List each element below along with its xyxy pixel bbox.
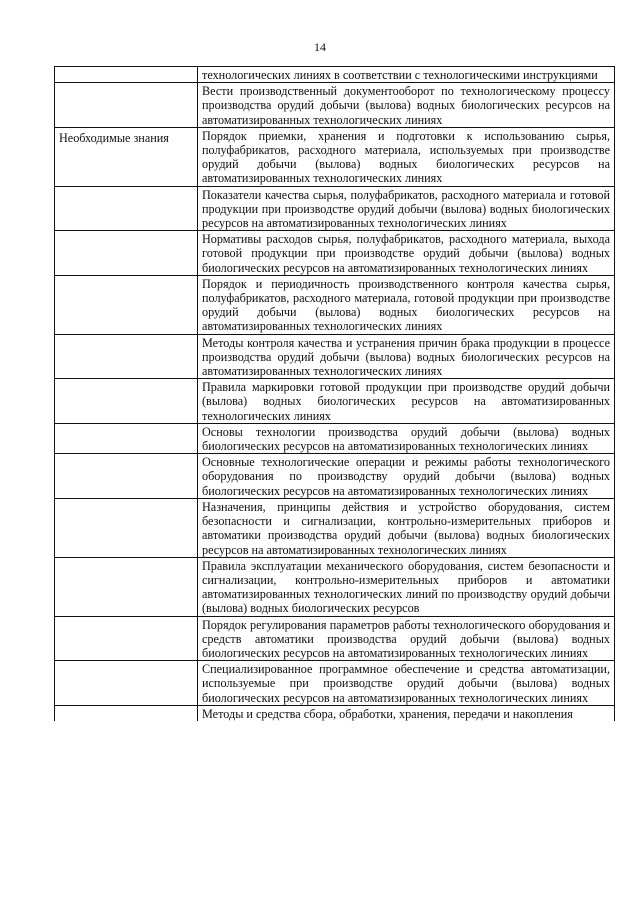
table-row [55, 423, 615, 453]
row-label [55, 186, 198, 231]
row-text: Показатели качества сырья, полуфабрикатов, расходного материала и готовой продукции при производстве орудий добычи (вылова) водных биологических ресурсов на автоматизированных технологических линиях [198, 186, 615, 231]
row-label [55, 379, 198, 424]
row-text: Методы контроля качества и устранения причин брака продукции в процессе производства орудий добычи (вылова) водных биологических ресурсов на автоматизированных технологических линиях [198, 334, 615, 379]
row-label [55, 231, 198, 276]
row-text: Методы и средства сбора, обработки, хранения, передачи и накопления [198, 705, 615, 721]
row-text: технологических линиях в соответствии с технологическими инструкциями [198, 67, 615, 83]
table-row [55, 67, 615, 83]
table-row [55, 498, 615, 557]
row-text: Порядок регулирования параметров работы технологического оборудования и средств автоматики производства орудий добычи (вылова) водных биологических ресурсов на автоматизированных технологических линиях [198, 616, 615, 661]
table-row [55, 127, 615, 186]
row-label [55, 67, 198, 83]
row-label [55, 705, 198, 721]
row-text: Назначения, принципы действия и устройство оборудования, систем безопасности и сигнализации, контрольно-измерительных приборов и автоматики производства орудий добычи (вылова) водных биологических ресурсов на автоматизированных технологических линиях [198, 498, 615, 557]
row-text: Вести производственный документооборот по технологическому процессу производства орудий добычи (вылова) водных биологических ресурсов на автоматизированных технологических линиях [198, 83, 615, 128]
row-label [55, 423, 198, 453]
table-row [55, 616, 615, 661]
table-row [55, 83, 615, 128]
row-label [55, 275, 198, 334]
table-row [55, 379, 615, 424]
table-row [55, 334, 615, 379]
row-label [55, 83, 198, 128]
knowledge-table [54, 66, 615, 721]
row-label [55, 498, 198, 557]
row-label [55, 334, 198, 379]
row-text: Порядок и периодичность производственного контроля качества сырья, полуфабрикатов, расходного материала, готовой продукции при производстве орудий добычи (вылова) водных биологических ресурсов на автоматизированных технологических линиях [198, 275, 615, 334]
row-text: Правила маркировки готовой продукции при производстве орудий добычи (вылова) водных биологических ресурсов на автоматизированных технологических линиях [198, 379, 615, 424]
row-text: Основы технологии производства орудий добычи (вылова) водных биологических ресурсов на автоматизированных технологических линиях [198, 423, 615, 453]
table-row [55, 231, 615, 276]
row-label [55, 557, 198, 616]
table-row [55, 454, 615, 499]
table-row [55, 186, 615, 231]
table-row [55, 661, 615, 706]
row-label [55, 454, 198, 499]
row-label [55, 661, 198, 706]
row-label-required-knowledge: Необходимые знания [55, 127, 198, 186]
table-row [55, 275, 615, 334]
row-text: Порядок приемки, хранения и подготовки к использованию сырья, полуфабрикатов, расходного материала, используемых при производстве орудий добычи (вылова) водных биологических ресурсов на автоматизированных технологических линиях [198, 127, 615, 186]
row-text: Нормативы расходов сырья, полуфабрикатов, расходного материала, выхода готовой продукции при производстве орудий добычи (вылова) водных биологических ресурсов на автоматизированных технологических линиях [198, 231, 615, 276]
row-text: Специализированное программное обеспечение и средства автоматизации, используемые при производстве орудий добычи (вылова) водных биологических ресурсов на автоматизированных технологических линиях [198, 661, 615, 706]
page-number: 14 [314, 40, 326, 54]
row-label [55, 616, 198, 661]
row-text: Правила эксплуатации механического оборудования, систем безопасности и сигнализации, контрольно-измерительных приборов и автоматики автоматизированных технологических линий по производству орудий добычи (вылова) водных биологических ресурсов [198, 557, 615, 616]
table-row [55, 557, 615, 616]
table-row [55, 705, 615, 721]
row-text: Основные технологические операции и режимы работы технологического оборудования по производству орудий добычи (вылова) водных биологических ресурсов на автоматизированных технологических линиях [198, 454, 615, 499]
